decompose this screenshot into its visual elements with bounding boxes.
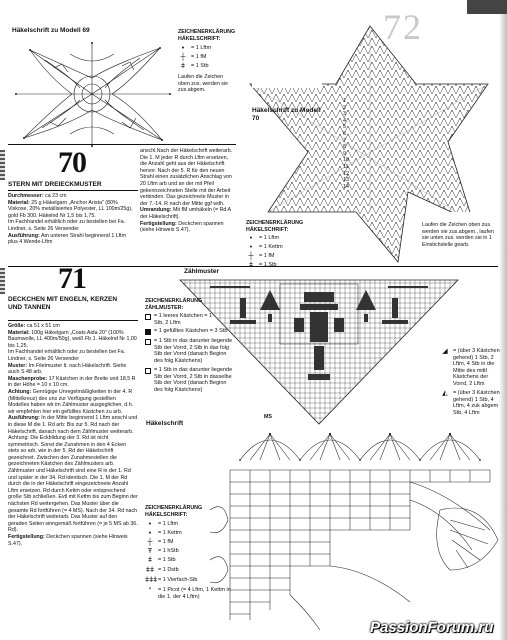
- ms-label: MS: [264, 414, 272, 420]
- legend-item: [246, 253, 326, 260]
- decor-stripe: [0, 150, 5, 180]
- empty-square-icon: [145, 314, 151, 320]
- legend-label: = 1 Picot (= 4 Lftm, 1 Kettm in die 1. der 4 Lftm): [158, 587, 231, 600]
- row-number: 11: [343, 163, 349, 170]
- legend-title: ZEICHENERKLÄRUNG HÄKELSCHRIFT:: [145, 505, 203, 518]
- legend-title: ZEICHENERKLÄRUNG HÄKELSCHRIFT:: [178, 29, 236, 42]
- double-crochet-icon: ǂ: [180, 63, 186, 71]
- legend-item: [145, 577, 245, 584]
- row-number: 9: [343, 150, 346, 157]
- arrow-icon: ◭: [442, 390, 448, 397]
- legend-item: [178, 63, 248, 70]
- legend-item: [145, 521, 245, 528]
- legend-label: = 1 fM: [191, 54, 207, 61]
- legend-label: = 1 Stb: [158, 557, 176, 564]
- row-number: 13: [343, 177, 349, 184]
- legend-label: = 1 gefülltes Kästchen = 3 Stb: [154, 328, 228, 335]
- legend-label: = 1 leeres Kästchen = 1 Stb, 2 Lftm: [154, 313, 213, 326]
- model70-body: [8, 193, 136, 246]
- picot-icon: ᐤ: [148, 587, 152, 595]
- legend-label: = 1 Stb in das darunter liegende Stb der Vorrd, 2 Stb in das folg Stb der Vorrd (danach Beginn des folg Kästchens): [154, 338, 233, 364]
- legend-item: [145, 587, 245, 600]
- legend-label: = 1 Lftm: [259, 235, 280, 242]
- paragraph: Muster: Im Filetmuster lt. nach Häkelschrift. Siehe auch S 48 arb.: [8, 362, 127, 376]
- legend-label: = 1 Stb in das darunter liegende Stb der Vorrd, 2 Stb in dasselbe Stb der Vorrd (danach Beginn des folg Kästchens): [154, 367, 233, 393]
- legend-item: [246, 235, 326, 242]
- single-crochet-icon: ┼: [180, 54, 186, 62]
- legend-item: [145, 338, 241, 364]
- row-number: 12: [343, 170, 349, 177]
- single-crochet-icon: ┼: [248, 253, 254, 261]
- double-crochet-icon: ǂ: [147, 557, 153, 565]
- legend-item: [145, 548, 245, 555]
- page-corner-scan: [467, 0, 507, 14]
- half-double-crochet-icon: Ŧ: [147, 548, 153, 556]
- zaehlmuster-title: Zählmuster: [184, 268, 220, 275]
- divider: [8, 320, 138, 321]
- row-number: 8: [343, 144, 346, 151]
- chart69-diagram: [10, 38, 175, 148]
- chain-stitch-icon: •: [249, 235, 253, 243]
- legend-label: = 1 Lftm: [158, 521, 179, 528]
- legend-item: [246, 244, 326, 251]
- legend-item: [145, 567, 245, 574]
- legend-zaehlmuster: [145, 298, 241, 395]
- decor-stripe: [0, 268, 5, 294]
- side-note-text: = (über 3 Kästchen gehend) 1 Stb, 4 Lftm, 4 zuk abgem Stb, 4 Lftm: [453, 390, 500, 416]
- legend-chart69: [178, 29, 248, 94]
- side-notes: [440, 348, 502, 418]
- paragraph: Im Fachhandel erhältlich oder zu bestellen bei Fa. Lindner, s. Seite 26 Versender: [8, 219, 126, 232]
- paragraph: Fertigstellung: Deckchen spannen (siehe Hinweis S.47).: [140, 220, 224, 234]
- row-number: 6: [343, 130, 346, 137]
- treble-crochet-icon: ǂǂ: [145, 567, 155, 575]
- legend-item: [145, 539, 245, 546]
- quadruple-treble-icon: ǂǂǂ: [145, 577, 158, 585]
- arrow-icon: ◢: [442, 348, 448, 355]
- legend-label: = 1 fM: [158, 539, 174, 546]
- paragraph: anschl.Nach der Häkelschrift weiterarb. Die 1. M jeder R durch Lftm ersetzen, die Anzahl geht aus der Häkelschrift hervor. Nach der 5. R für den neuen Strahl einen zusätzlichen Anschlag von 20 Lftm arb und an der mit Pfeil gekennzeichneten Stelle mit der Arbeit verbinden. Das gezeichnete Muster in der 7.-14. R nach der Mitte ggf wdh.: [140, 148, 233, 207]
- paragraph: Material: 100g Häkelgarn „Coats Aida 20" (100% Baumwolle, LL 400m/50g), weiß Fb 1. Häkelnd Nr 1,00 bis 1,25.: [8, 329, 137, 349]
- legend-item: [178, 45, 248, 52]
- legend-item: [145, 367, 241, 393]
- row-number: 5: [343, 124, 346, 131]
- row-number: 4: [343, 117, 346, 124]
- paragraph: Maschenprobe: 17 Kästchen in der Breite und 18,5 R in der Höhe = 10 x 10 cm.: [8, 375, 136, 389]
- paragraph: Umrandung: Mit fM umhäkeln (= Rd A der Häkelschrift).: [140, 207, 231, 220]
- paragraph: Im Fachhandel erhältlich oder zu bestellen bei Fa. Lindner, s. Seite 26 Versender: [8, 349, 126, 362]
- legend-title: ZEICHENERKLÄRUNG HÄKELSCHRIFT:: [246, 220, 304, 233]
- row-number: 2: [343, 104, 346, 111]
- model70-column2: [140, 148, 236, 234]
- increase-left-icon: [145, 339, 151, 345]
- legend-label: = 1 Lftm: [191, 45, 212, 52]
- single-crochet-icon: ┼: [147, 539, 153, 547]
- legend-label: = 1 Kettm: [259, 244, 283, 251]
- divider: [8, 144, 236, 145]
- slip-stitch-icon: •: [249, 244, 253, 252]
- chart70-title: Häkelschrift zu Modell 70: [252, 107, 321, 122]
- slip-stitch-icon: •: [148, 530, 152, 538]
- paragraph: Fertigstellung: Deckchen spannen (siehe Hinweis S.47).: [8, 534, 128, 547]
- model70-title: STERN MIT DREIECKMUSTER: [8, 181, 102, 188]
- side-note-text: = (über 3 Kästchen gehend) 1 Stb, 2 Lftm, 4 Stb in die Mitte des mittl Kästchens der Vorrd, 2 Lftm: [453, 348, 500, 387]
- row-number: 10: [343, 157, 349, 164]
- legend-item: [145, 328, 241, 335]
- chain-stitch-icon: •: [148, 521, 152, 529]
- legend-note: Laufen die Zeichen oben zus. werden sie zus.abgem.: [178, 74, 229, 94]
- paragraph: Größe: ca 51 x 51 cm: [8, 323, 60, 329]
- filled-square-icon: [145, 329, 151, 335]
- row-number: 3: [343, 111, 346, 118]
- paragraph: Achtung: Genrügige Unregelmäßigkeiten in der 4. R (Mittelkreuz) des uns zur Verfügung gestellten Modelles haben wir im Zählmuster ausgeglichen, d.h. wir empfehlen hier ein gefülltes Kästchen zu arb.: [8, 388, 134, 415]
- model70-number: 70: [58, 146, 86, 179]
- legend-chart70: [246, 220, 326, 271]
- legend-title: ZEICHENERKLÄRUNG ZÄHLMUSTER:: [145, 298, 203, 311]
- side-note: [440, 390, 502, 416]
- legend-label: = 1 fM: [259, 253, 275, 260]
- row-number: 7: [343, 137, 346, 144]
- legend-item: [178, 54, 248, 61]
- row-number: 14: [343, 183, 349, 190]
- chart70-note: Laufen die Zeichen oben zus. werden sie zus.abgem., laufen sie unten zus. werden sie in 1 Einstichstelle gearb.: [422, 222, 494, 248]
- paragraph: Ausführung: In der Mitte beginnend 1 Lftm anschl und in diese M die 1. Rd arb: Bis zur 5. Rd nach der Häkelschrift, danach nach dem Zählmuster weiterarb. Achtung: Die Eckbildung der 3. Rd ist nicht symmetrisch. Sonst die Zunahmen in den 4 Ecken stets so arb, wie in der 5. Rd der Häkelschrift gezeichnet. Zwischen den Zunahmestellen die gezeichneten Kästchen des Zählmusters arb. Zählmuster und Häkelschrift sind eine R in der 1. Rd und später in der 34. Rd identisch. Die 1. M der Rd durch die in der Häkelschrift eingezeichnete Anzahl Lftm ersetzen. Rd durch Kettm oder entsprechend große Stb schließen. Evtl mit Kettm bis zum Beginn der nächsten Rd weitergehen. Das Muster über die gesamte Rd fortführen (= 4 MS). Nach der 34. Rd nach der Häkelschrift weiterarb. Das Muster auf den geraden Seiten sinngemäß fortführen (= je 5 MS ab 36. Rd).: [8, 415, 138, 534]
- legend-item: [145, 557, 245, 564]
- model71-number: 71: [58, 262, 86, 295]
- increase-same-icon: [145, 368, 151, 374]
- legend-item: [145, 530, 245, 537]
- model71-body: [8, 323, 138, 547]
- side-note: [440, 348, 502, 387]
- chain-stitch-icon: •: [181, 45, 185, 53]
- paragraph: Durchmesser: ca 23 cm: [8, 193, 67, 199]
- legend-label: = 1 Kettm: [158, 530, 182, 537]
- paragraph: Ausführung: Am unteren Strahl beginnend 1 Lftm plus 4 Wende-Lftm: [8, 232, 127, 246]
- paragraph: Material: 25 g Häkelgarn „Anchor Arista" (80% Viskose, 20% metallisiertes Polyester, LL 100m/25g), gold Fb 300. Häkelnd Nr 1,5 bis 1,75.: [8, 199, 133, 219]
- legend-item: [145, 313, 241, 326]
- haekelschrift-diagram: [210, 420, 500, 635]
- divider: [8, 190, 138, 191]
- model71-title: DECKCHEN MIT ENGELN, KERZEN UND TANNEN: [8, 296, 118, 311]
- chart70-row-numbers: [343, 98, 353, 190]
- chart69-title: Häkelschrift zu Modell 69: [12, 27, 90, 34]
- row-number: 1: [343, 98, 346, 104]
- page-edge-shadow: [499, 0, 507, 640]
- page-number: 72: [383, 7, 423, 47]
- legend-label: = 1 Dstb: [158, 567, 179, 574]
- watermark: PassionForum.ru: [370, 619, 494, 636]
- legend-label: = 1 hStb: [158, 548, 179, 555]
- haekelschrift-title: Häkelschrift: [146, 420, 184, 427]
- legend-haekelschrift: [145, 505, 245, 602]
- legend-label: = 1 Vierfach-Stb: [158, 577, 198, 584]
- legend-label: = 1 Stb: [191, 63, 209, 70]
